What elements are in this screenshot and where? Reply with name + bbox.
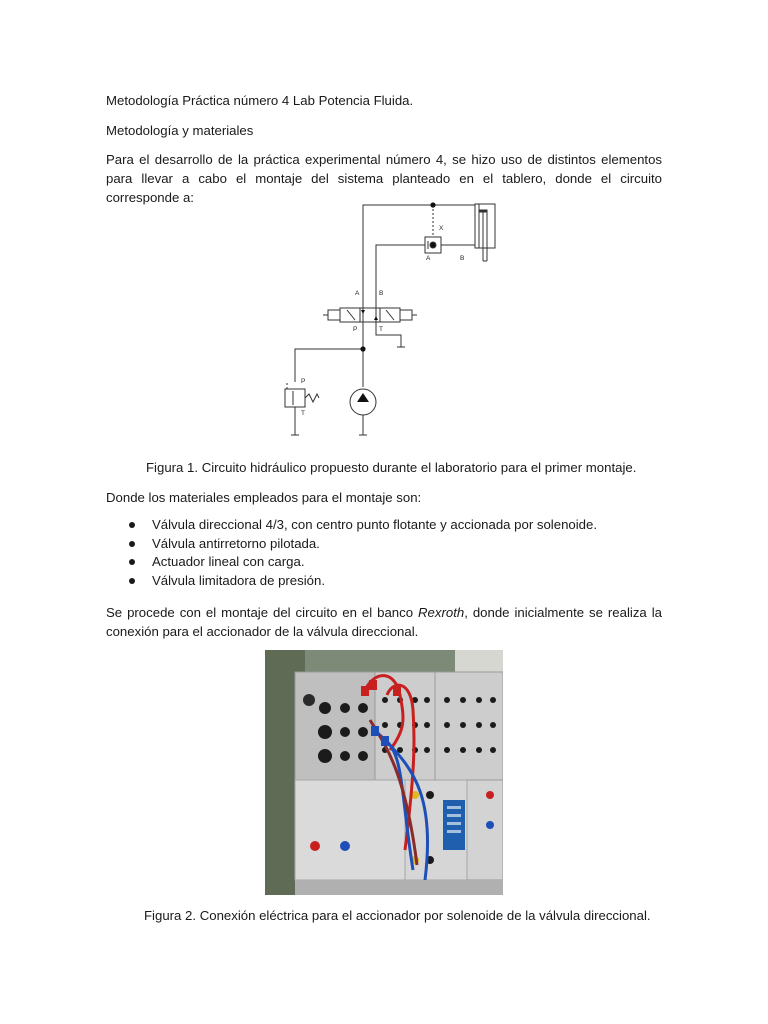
list-item: Válvula antirretorno pilotada.: [126, 535, 597, 554]
relief-valve-symbol: [285, 389, 305, 407]
port-label-t-relief: T: [301, 410, 305, 417]
list-item: Válvula limitadora de presión.: [126, 572, 597, 591]
port-label-b-check: B: [460, 255, 465, 262]
figure2-caption: Figura 2. Conexión eléctrica para el accionador por solenoide de la válvula direccional.: [144, 908, 651, 923]
figure1-caption: Figura 1. Circuito hidráulico propuesto durante el laboratorio para el primer montaje.: [146, 460, 637, 475]
trainer-photo-figure: [265, 650, 503, 895]
bullet-icon: [129, 559, 135, 565]
bullet-icon: [129, 522, 135, 528]
procedure-paragraph: Se procede con el montaje del circuito en el banco Rexroth, donde inicialmente se realiza la conexión para el accionador de la válvula direccional.: [106, 605, 662, 639]
intro-paragraph: Para el desarrollo de la práctica experimental número 4, se hizo uso de distintos elementos para llevar a cabo el montaje del sistema planteado en el tablero, donde el circuito corresponde a:: [106, 152, 662, 205]
port-label-a-upper: A: [355, 290, 360, 297]
materials-list: [126, 516, 597, 590]
bullet-icon: [129, 578, 135, 584]
port-label-p-relief: P: [301, 378, 306, 385]
list-item: Válvula direccional 4/3, con centro punto flotante y accionada por solenoide.: [126, 516, 597, 535]
hydraulic-circuit-figure: [265, 197, 503, 447]
port-label-b-upper: B: [379, 290, 384, 297]
list-item: Actuador lineal con carga.: [126, 553, 597, 572]
materials-intro: Donde los materiales empleados para el montaje son:: [106, 490, 422, 505]
port-label-t-valve: T: [379, 326, 383, 333]
document-title: Metodología Práctica número 4 Lab Potencia Fluida.: [106, 93, 414, 108]
directional-valve-symbol: [340, 308, 400, 322]
port-label-a-check: A: [426, 255, 431, 262]
port-label-x-pilot: X: [439, 225, 444, 232]
bullet-icon: [129, 541, 135, 547]
brand-name: Rexroth: [418, 605, 465, 620]
section-heading: Metodología y materiales: [106, 123, 254, 138]
port-label-p-valve: P: [353, 326, 358, 333]
